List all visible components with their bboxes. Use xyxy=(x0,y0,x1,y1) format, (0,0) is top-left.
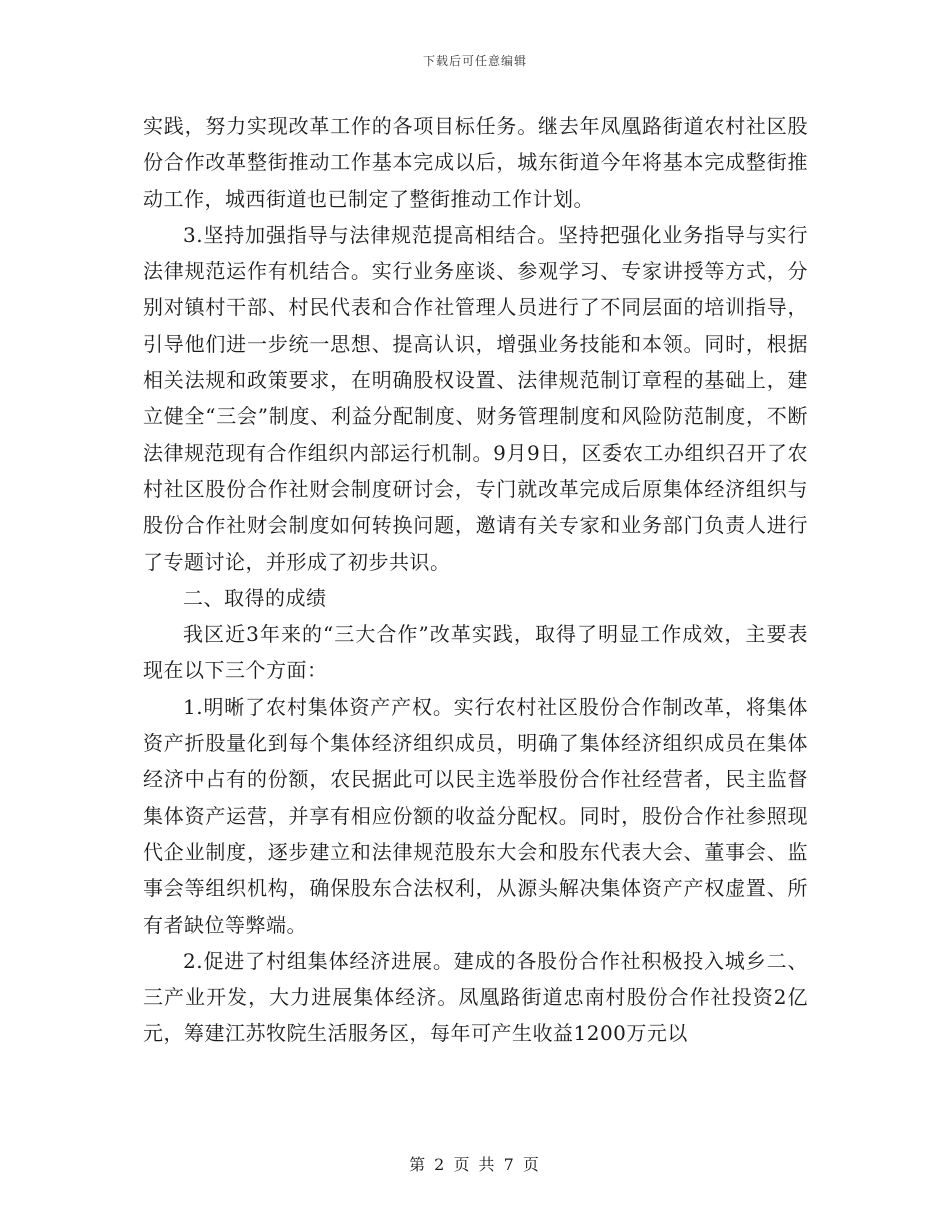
paragraph-item-3: 3.坚持加强指导与法律规范提高相结合。坚持把强化业务指导与实行法律规范运作有机结合。实行业务座谈、参观学习、专家讲授等方式，分别对镇村干部、村民代表和合作社管理人员进行了不同层面的培训指导，引导他们进一步统一思想、提高认识，增强业务技能和本领。同时，根据相关法规和政策要求，在明确股权设置、法律规范制订章程的基础上，建立健全“三会”制度、利益分配制度、财务管理制度和风险防范制度，不断法律规范现有合作组织内部运行机制。9月9日，区委农工办组织召开了农村社区股份合作社财会制度研讨会，专门就改革完成后原集体经济组织与股份合作社财会制度如何转换问题，邀请有关专家和业务部门负责人进行了专题讨论，并形成了初步共识。 xyxy=(143,222,808,574)
page-header-note: 下载后可任意编辑 xyxy=(422,54,527,68)
paragraph-achievement-1: 1.明晰了农村集体资产产权。实行农村社区股份合作制改革，将集体资产折股量化到每个集体经济组织成员，明确了集体经济组织成员在集体经济中占有的份额，农民据此可以民主选举股份合作社经营者，民主监督集体资产运营，并享有相应份额的收益分配权。同时，股份合作社参照现代企业制度，逐步建立和法律规范股东大会和股东代表大会、董事会、监事会等组织机构，确保股东合法权利，从源头解决集体资产产权虚置、所有者缺位等弊端。 xyxy=(143,694,808,937)
paragraph-achievement-2: 2.促进了村组集体经济进展。建成的各股份合作社积极投入城乡二、三产业开发，大力进展集体经济。凤凰路街道忠南村股份合作社投资2亿元，筹建江苏牧院生活服务区，每年可产生收益1200万元以 xyxy=(143,948,808,1046)
document-body xyxy=(143,108,808,1052)
paragraph-continuation: 实践，努力实现改革工作的各项目标任务。继去年凤凰路街道农村社区股份合作改革整街推动工作基本完成以后，城东街道今年将基本完成整街推动工作，城西街道也已制定了整街推动工作计划。 xyxy=(143,114,808,211)
section-heading-achievements: 二、取得的成绩 xyxy=(183,585,327,610)
page-number-footer: 第 2 页 共 7 页 xyxy=(409,1155,541,1174)
paragraph-intro: 我区近3年来的“三大合作”改革实践，取得了明显工作成效，主要表现在以下三个方面： xyxy=(143,622,808,683)
